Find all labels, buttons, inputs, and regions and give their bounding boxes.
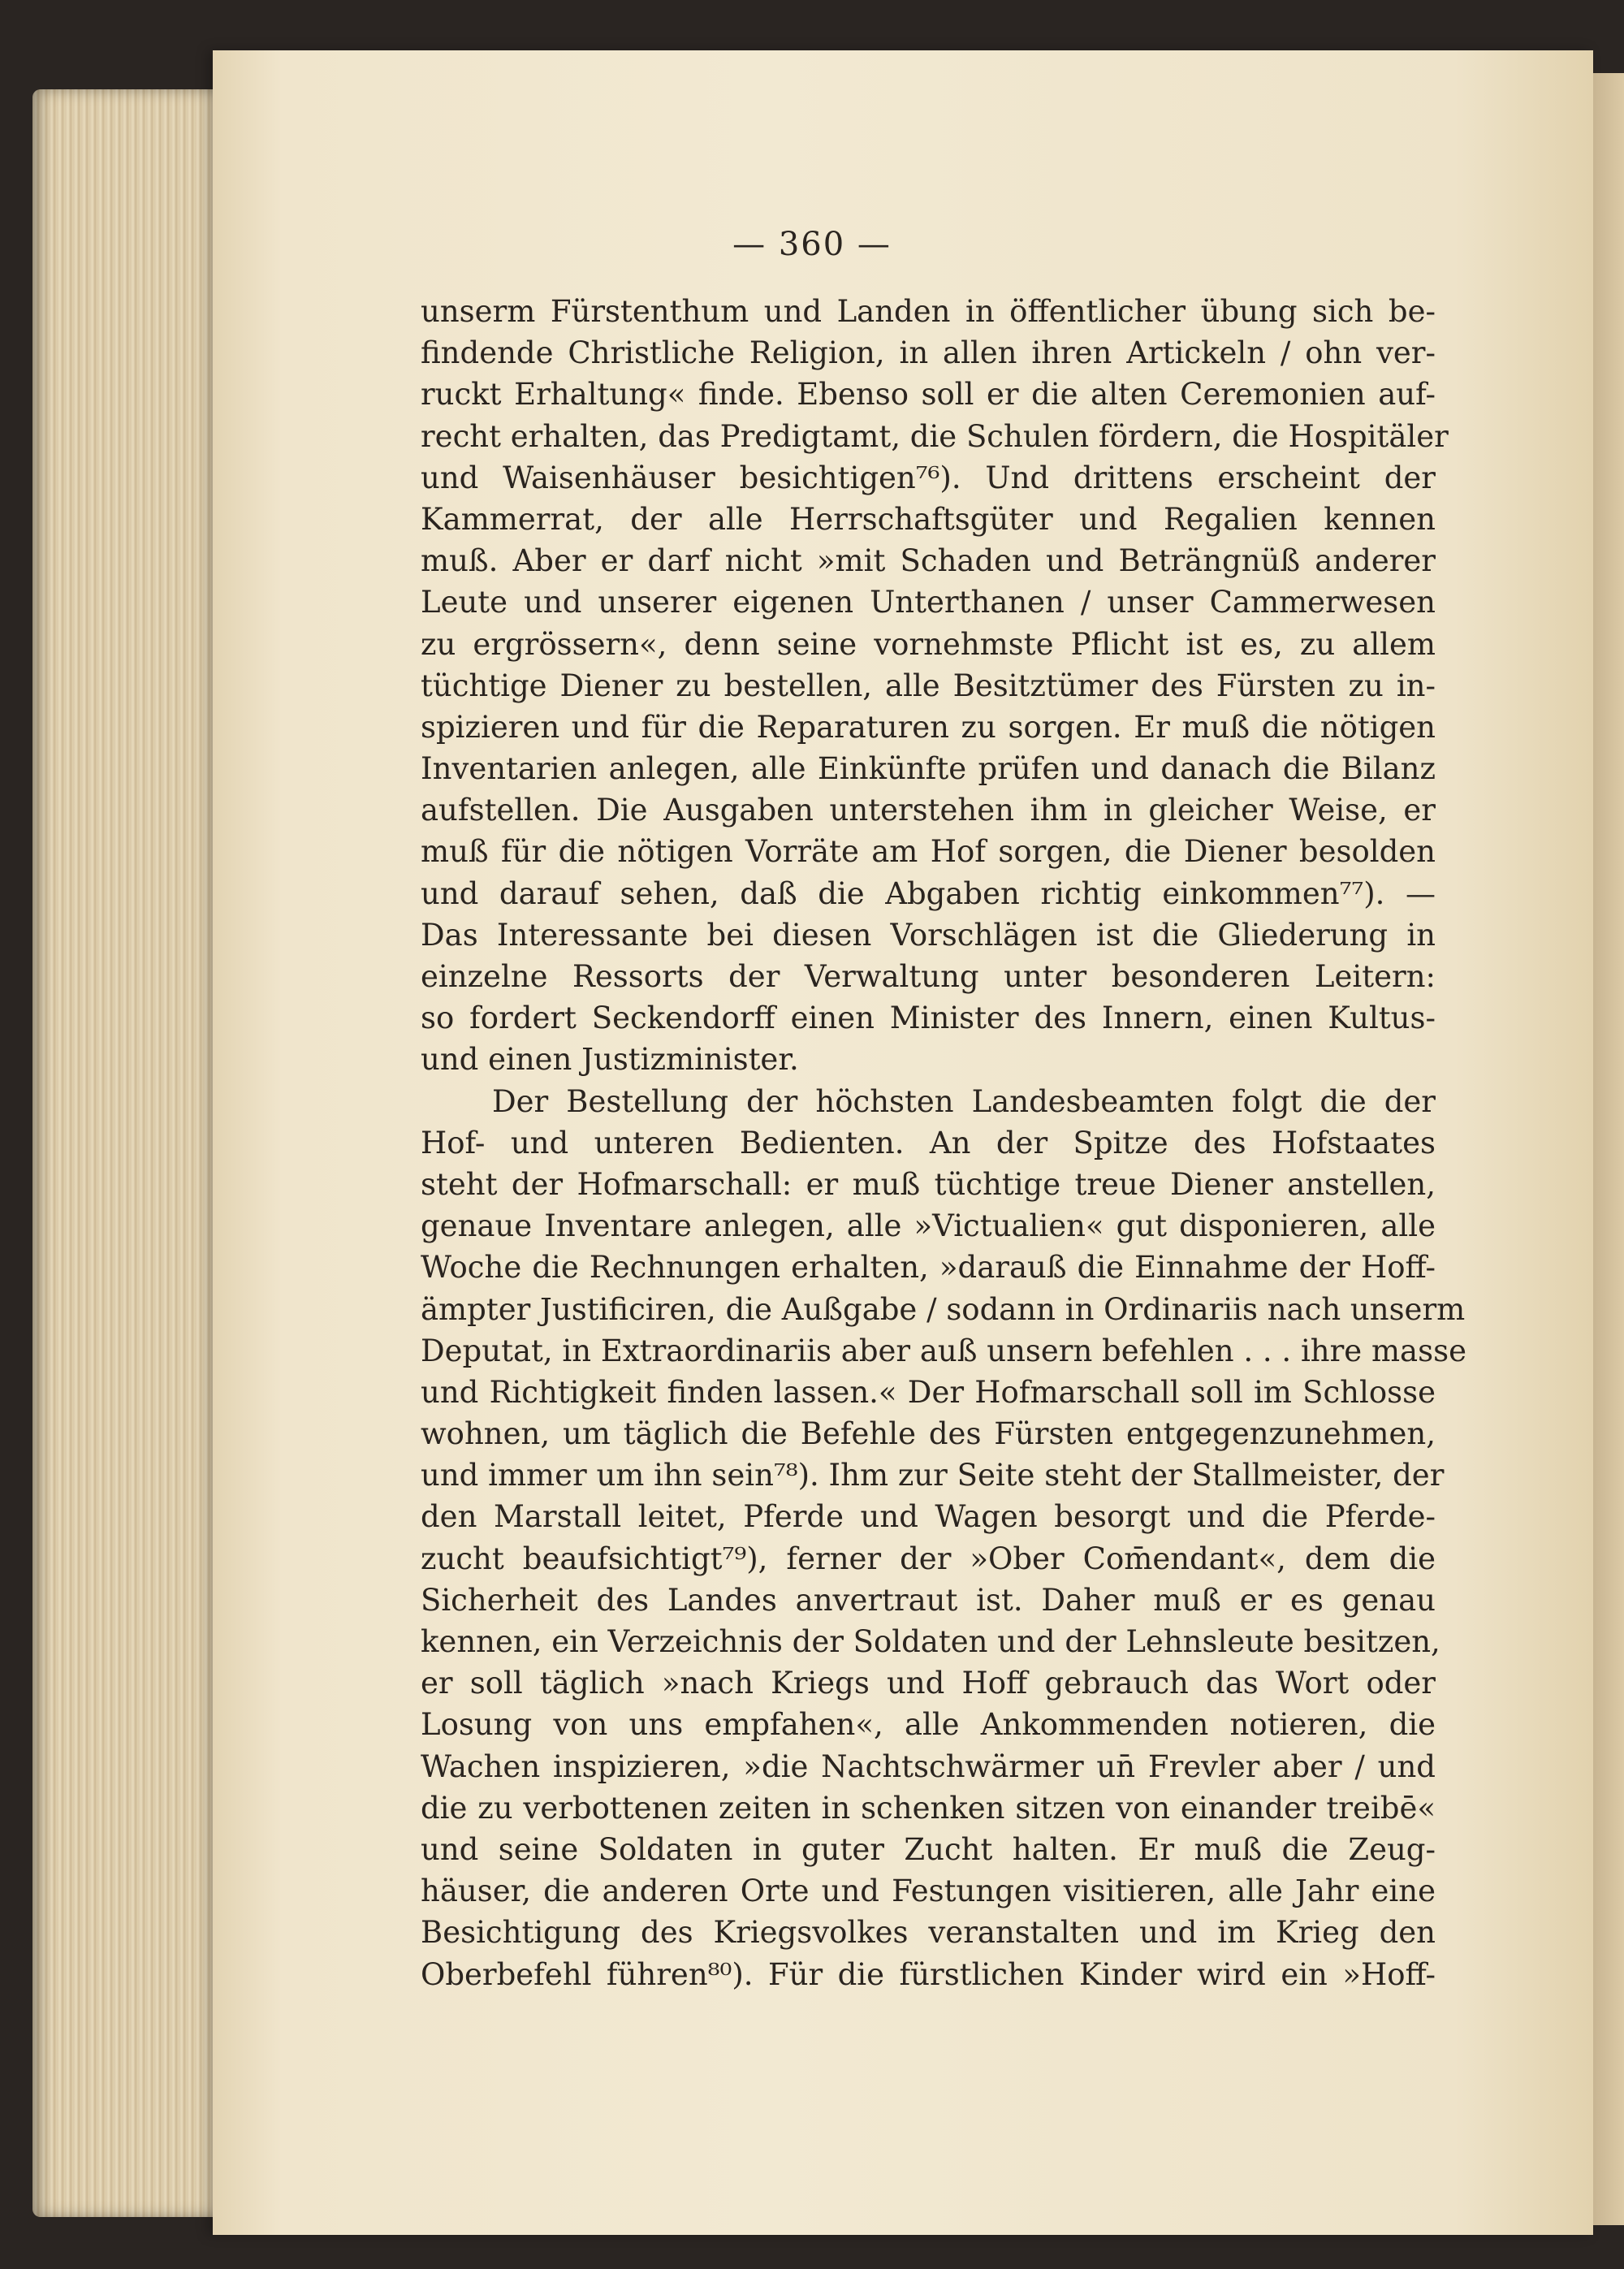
text-line: findende Christliche Religion, in allen ihren Artickeln / ohn ver- (421, 335, 1436, 371)
text-line: Losung von uns empfahen«, alle Ankommenden notieren, die (421, 1707, 1436, 1743)
next-page-edge (1593, 73, 1624, 2225)
text-line: Sicherheit des Landes anvertraut ist. Daher muß er es genau (421, 1582, 1436, 1618)
text-line: Besichtigung des Kriegsvolkes veranstalten und im Krieg den (421, 1915, 1436, 1951)
text-line: recht erhalten, das Predigtamt, die Schulen fördern, die Hospitäler (421, 418, 1449, 454)
text-line: wohnen, um täglich die Befehle des Fürsten entgegenzunehmen, (421, 1416, 1436, 1452)
text-line: und Waisenhäuser besichtigen⁷⁶). Und drittens erscheint der (421, 460, 1436, 495)
body-text (421, 291, 1466, 1995)
text-line: und darauf sehen, daß die Abgaben richtig einkommen⁷⁷). — (421, 875, 1436, 911)
page-edges (32, 89, 219, 2217)
page-number: — 360 — (732, 226, 892, 263)
text-line: steht der Hofmarschall: er muß tüchtige treue Diener anstellen, (421, 1166, 1436, 1202)
text-line: den Marstall leitet, Pferde und Wagen besorgt und die Pferde- (421, 1499, 1436, 1535)
text-line: häuser, die anderen Orte und Festungen visitieren, alle Jahr eine (421, 1874, 1436, 1909)
text-line: und immer um ihn sein⁷⁸). Ihm zur Seite steht der Stallmeister, der (421, 1458, 1445, 1493)
text-line: ruckt Erhaltung« finde. Ebenso soll er die alten Ceremonien auf- (421, 377, 1436, 413)
text-line: spizieren und für die Reparaturen zu sorgen. Er muß die nötigen (421, 709, 1436, 745)
text-line: muß. Aber er darf nicht »mit Schaden und Beträngnüß anderer (421, 543, 1436, 579)
text-line: zu ergrössern«, denn seine vornehmste Pflicht ist es, zu allem (421, 626, 1436, 662)
text-line: zucht beaufsichtigt⁷⁹), ferner der »Ober Com̄endant«, dem die (421, 1541, 1436, 1576)
text-line: so fordert Seckendorff einen Minister des Innern, einen Kultus- (421, 1001, 1436, 1036)
text-line: kennen, ein Verzeichnis der Soldaten und der Lehnsleute besitzen, (421, 1624, 1440, 1659)
paragraph-end-line: und einen Justizminister. (421, 1042, 799, 1078)
text-line: ämpter Justificiren, die Außgabe / sodann in Ordinariis nach unserm (421, 1291, 1466, 1327)
text-line: muß für die nötigen Vorräte am Hof sorgen, die Diener besolden (421, 834, 1436, 870)
text-line: Inventarien anlegen, alle Einkünfte prüfen und danach die Bilanz (421, 751, 1436, 787)
text-line: aufstellen. Die Ausgaben unterstehen ihm in gleicher Weise, er (421, 793, 1436, 828)
text-line: Das Interessante bei diesen Vorschlägen ist die Gliederung in (421, 917, 1436, 953)
text-line: Leute und unserer eigenen Unterthanen / unser Cammerwesen (421, 585, 1436, 620)
paragraph-start-line: Der Bestellung der höchsten Landesbeamten folgt die der (492, 1083, 1436, 1119)
text-line: Kammerrat, der alle Herrschaftsgüter und Regalien kennen (421, 501, 1436, 537)
text-line: er soll täglich »nach Kriegs und Hoff gebrauch das Wort oder (421, 1666, 1436, 1701)
text-line: tüchtige Diener zu bestellen, alle Besitztümer des Fürsten zu in- (421, 668, 1436, 703)
text-line: Hof- und unteren Bedienten. An der Spitze des Hofstaates (421, 1125, 1436, 1160)
text-line: und seine Soldaten in guter Zucht halten. Er muß die Zeug- (421, 1831, 1436, 1867)
text-line: einzelne Ressorts der Verwaltung unter besonderen Leitern: (421, 959, 1436, 994)
text-line: und Richtigkeit finden lassen.« Der Hofmarschall soll im Schlosse (421, 1374, 1436, 1410)
text-line: Oberbefehl führen⁸⁰). Für die fürstlichen Kinder wird ein »Hoff- (421, 1956, 1436, 1992)
text-line: Wachen inspizieren, »die Nachtschwärmer un̄ Frevler aber / und (421, 1748, 1436, 1784)
text-line: Woche die Rechnungen erhalten, »darauß die Einnahme der Hoff- (421, 1250, 1436, 1286)
text-line: die zu verbottenen zeiten in schenken sitzen von einander treibē« (421, 1790, 1436, 1826)
text-line: unserm Fürstenthum und Landen in öffentlicher übung sich be- (421, 294, 1436, 329)
text-line: genaue Inventare anlegen, alle »Victualien« gut disponieren, alle (421, 1208, 1436, 1244)
text-line: Deputat, in Extraordinariis aber auß unsern befehlen . . . ihre masse (421, 1333, 1466, 1368)
